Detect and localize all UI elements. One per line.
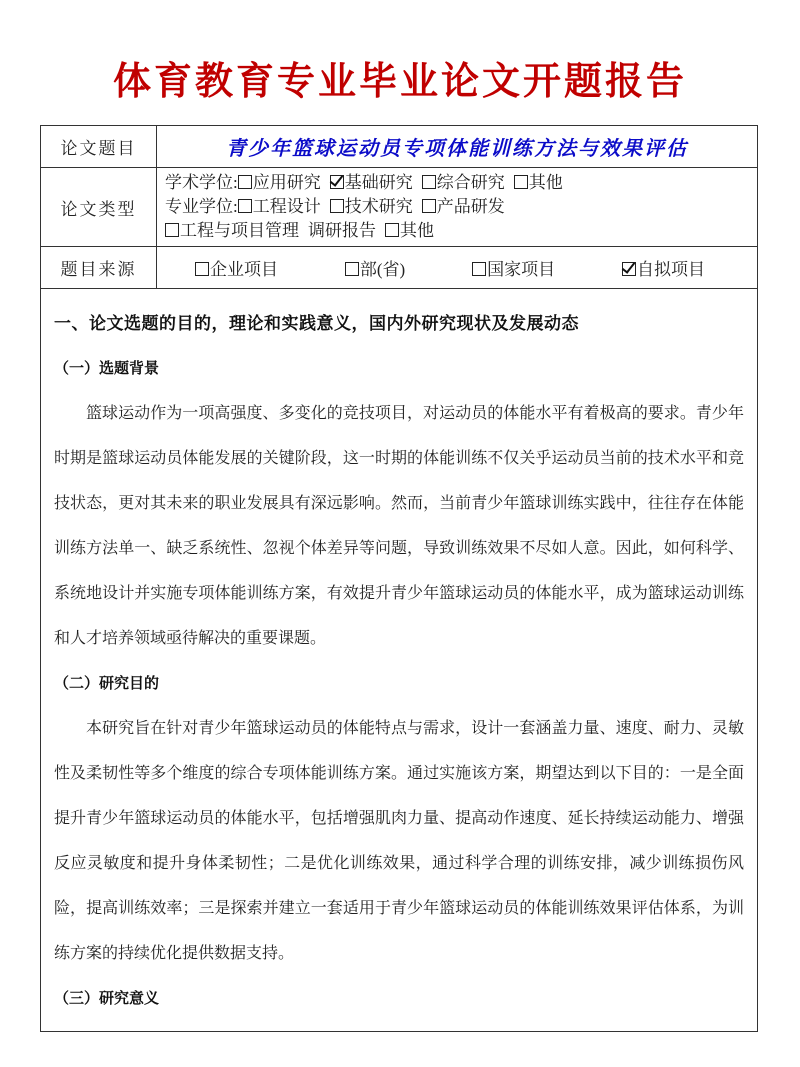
option-label: 技术研究 [344,197,413,216]
subsection-3-heading: （三）研究意义 [54,990,160,1007]
professional-degree-line [165,195,751,219]
page-title: 体育教育专业毕业论文开题报告 [112,61,687,103]
option-label: 国家项目 [487,260,556,279]
option-label: 应用研究 [252,173,321,192]
option-label: 自拟项目 [637,260,705,279]
option-engineering-project-management[interactable] [165,221,299,240]
checkbox-national-project[interactable] [472,262,486,276]
option-label: 企业项目 [210,260,278,279]
checkbox-product-development[interactable] [422,199,436,213]
checkbox-academic-other[interactable] [514,175,528,189]
row-label-thesis-title: 论文题目 [41,126,157,168]
purpose-paragraph: 本研究旨在针对青少年篮球运动员的体能特点与需求，设计一套涵盖力量、速度、耐力、灵敏性及柔韧性等多个维度的综合专项体能训练方案。通过实施该方案，期望达到以下目的：一是全面提升青少年篮球运动员的体能水平，包括增强肌肉力量、提高动作速度、延长持续运动能力、增强反应灵敏度和提升身体柔韧性；二是优化训练效果，通过科学合理的训练安排，减少训练损伤风险，提高训练效率；三是探索并建立一套适用于青少年篮球运动员的体能训练效果评估体系，为训练方案的持续优化提供数据支持。 [54,720,744,962]
checkbox-basic-research[interactable] [330,175,344,189]
thesis-title: 青少年篮球运动员专项体能训练方法与效果评估 [226,138,688,160]
option-basic-research[interactable] [330,173,413,192]
row-label-thesis-type: 论文类型 [41,168,157,247]
meta-table [40,125,758,289]
table-row-thesis-title [41,126,758,168]
option-label: 部(省) [359,260,406,279]
section-1-heading: 一、论文选题的目的，理论和实践意义，国内外研究现状及发展动态 [54,314,579,333]
background-paragraph: 篮球运动作为一项高强度、多变化的竞技项目，对运动员的体能水平有着极高的要求。青少年时期是篮球运动员体能发展的关键阶段，这一时期的体能训练不仅关乎运动员当前的技术水平和竞技状态，更对其未来的职业发展具有深远影响。然而，当前青少年篮球训练实践中，往往存在体能训练方法单一、缺乏系统性、忽视个体差异等问题，导致训练效果不尽如人意。因此，如何科学、系统地设计并实施专项体能训练方案，有效提升青少年篮球运动员的体能水平，成为篮球运动训练和人才培养领域亟待解决的重要课题。 [54,405,744,647]
option-label: 工程设计 [252,197,321,216]
option-comprehensive-research[interactable] [422,173,505,192]
topic-source-cell [157,247,758,289]
option-label: 其他 [400,221,434,240]
checkbox-enterprise-project[interactable] [195,262,209,276]
checkbox-engineering-design[interactable] [238,199,252,213]
subsection-2-heading: （二）研究目的 [54,675,160,692]
checkbox-comprehensive-research[interactable] [422,175,436,189]
table-row-topic-source [41,247,758,289]
thesis-title-cell [157,126,758,168]
academic-degree-line [165,171,751,195]
table-row-thesis-type [41,168,758,247]
option-label: 工程与项目管理 [180,221,299,240]
checkbox-type-other[interactable] [385,223,399,237]
option-label: 综合研究 [436,173,505,192]
row-label-topic-source: 题目来源 [41,247,157,289]
option-survey-report: 调研报告 [308,221,376,240]
option-academic-other[interactable] [514,173,563,192]
academic-degree-prefix: 学术学位: [165,173,238,192]
option-ministry-province[interactable] [345,255,405,280]
checkbox-technical-research[interactable] [330,199,344,213]
option-enterprise-project[interactable] [195,255,278,280]
option-self-proposed-project[interactable] [622,255,705,280]
option-label: 产品研发 [436,197,505,216]
option-label: 其他 [528,173,563,192]
professional-degree-prefix: 专业学位: [165,197,238,216]
section-1-content-cell [40,288,758,1032]
checkbox-ministry-province[interactable] [345,262,359,276]
option-type-other[interactable] [385,221,434,240]
option-technical-research[interactable] [330,197,413,216]
option-national-project[interactable] [472,255,555,280]
checkbox-applied-research[interactable] [238,175,252,189]
option-product-development[interactable] [422,197,505,216]
subsection-1-heading: （一）选题背景 [54,360,160,377]
checkbox-engineering-project-management[interactable] [165,223,179,237]
option-engineering-design[interactable] [238,197,321,216]
option-label: 基础研究 [344,173,413,192]
checkbox-self-proposed-project[interactable] [622,262,636,276]
thesis-type-cell [157,168,758,247]
other-type-line [165,219,751,243]
option-applied-research[interactable] [238,173,321,192]
